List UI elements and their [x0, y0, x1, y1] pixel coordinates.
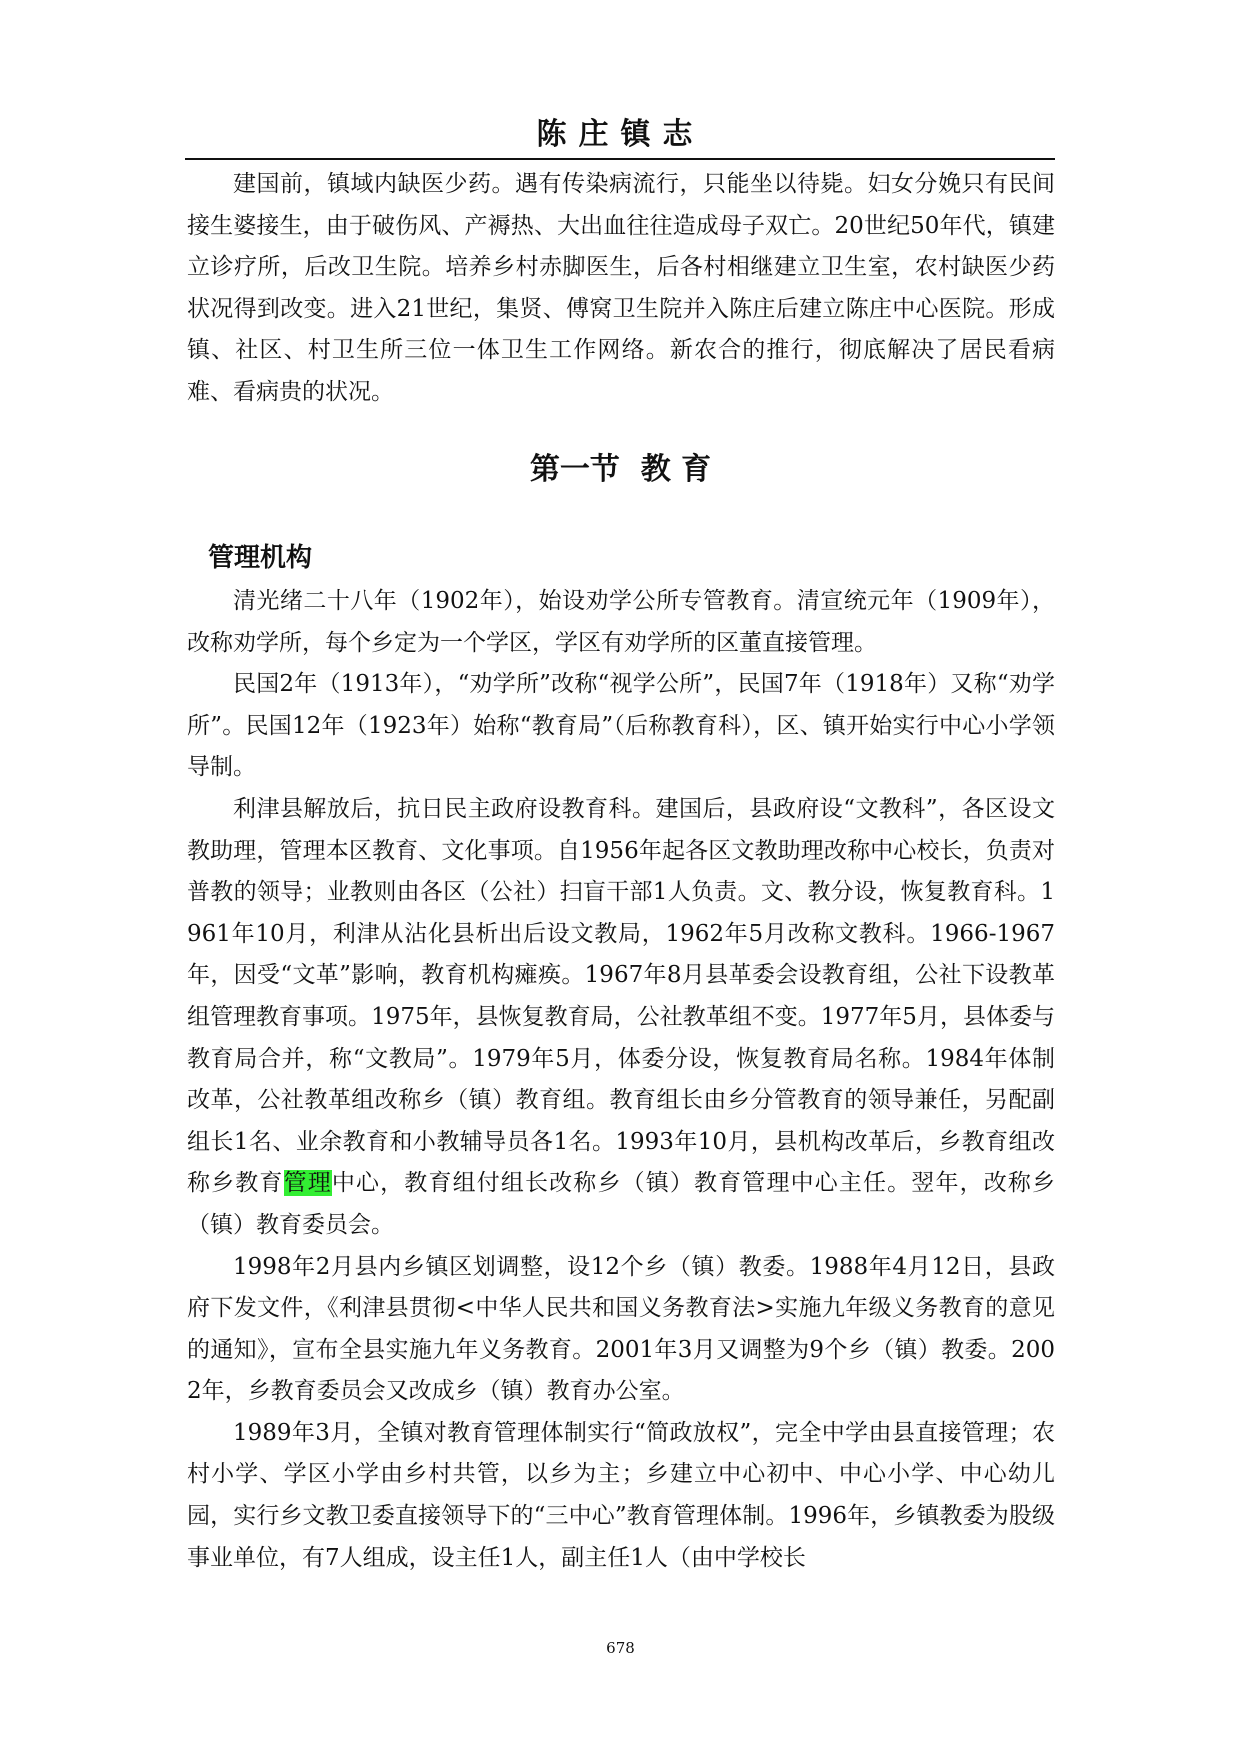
page-number: 678: [606, 1639, 635, 1657]
body-block: [187, 581, 1055, 1579]
body-paragraph: 1989年3月，全镇对教育管理体制实行“简政放权”，完全中学由县直接管理；农村小学、学区小学由乡村共管，以乡为主；乡建立中心初中、中心小学、中心幼儿园，实行乡文教卫委直接领导下的“三中心”教育管理体制。1996年，乡镇教委为股级事业单位，有7人组成，设主任1人，副主任1人（由中学校长: [187, 1419, 1055, 1571]
paragraph-text: 中心，教育组付组长改称乡（镇）教育管理中心主任。翌年，改称乡（镇）教育委员会。: [187, 1170, 1056, 1238]
sub-heading: 管理机构: [208, 543, 313, 573]
header-rule: [185, 158, 1055, 160]
paragraph-text: 利津县解放后，抗日民主政府设教育科。建国后，县政府设“文教科”，各区设文教助理，管理本区教育、文化事项。自1956年起各区文教助理改称中心校长，负责对普教的领导；业教则由各区（公社）扫盲干部1人负责。文、教分设，恢复教育科。1961年10月，利津从沾化县析出后设文教局，1962年5月改称文教科。1966-1967年，因受“文革”影响，教育机构瘫痪。1967年8月县革委会设教育组，公社下设教革组管理教育事项。1975年，县恢复教育局，公社教革组不变。1977年5月，县体委与教育局合并，称“文教局”。1979年5月，体委分设，恢复教育局名称。1984年体制改革，公社教革组改称乡（镇）教育组。教育组长由乡分管教育的领导兼任，另配副组长1名、业余教育和小教辅导员各1名。1993年10月，县机构改革后，乡教育组改称乡教育: [187, 795, 1055, 1197]
intro-block: [187, 164, 1055, 414]
body-paragraph-highlighted: [187, 789, 1055, 1247]
body-paragraph: 民国2年（1913年），“劝学所”改称“视学公所”，民国7年（1918年）又称“劝学所”。民国12年（1923年）始称“教育局”（后称教育科），区、镇开始实行中心小学领导制。: [187, 671, 1055, 781]
highlighted-text: 管理: [283, 1170, 332, 1197]
running-header-title: 陈庄镇志: [536, 117, 705, 152]
intro-paragraph: 建国前，镇域内缺医少药。遇有传染病流行，只能坐以待毙。妇女分娩只有民间接生婆接生，由于破伤风、产褥热、大出血往往造成母子双亡。20世纪50年代，镇建立诊疗所，后改卫生院。培养乡村赤脚医生，后各村相继建立卫生室，农村缺医少药状况得到改变。进入21世纪，集贤、傅窝卫生院并入陈庄后建立陈庄中心医院。形成镇、社区、村卫生所三位一体卫生工作网络。新农合的推行，彻底解决了居民看病难、看病贵的状况。: [187, 171, 1055, 405]
body-paragraph: 1998年2月县内乡镇区划调整，设12个乡（镇）教委。1988年4月12日，县政府下发文件，《利津县贯彻<中华人民共和国义务教育法>实施九年级义务教育的意见的通知》，宣布全县实施九年义务教育。2001年3月又调整为9个乡（镇）教委。2002年，乡教育委员会又改成乡（镇）教育办公室。: [187, 1253, 1055, 1405]
section-title: 第一节 教 育: [529, 452, 712, 487]
body-paragraph: 清光绪二十八年（1902年），始设劝学公所专管教育。清宣统元年（1909年），改称劝学所，每个乡定为一个学区，学区有劝学所的区董直接管理。: [187, 588, 1055, 656]
